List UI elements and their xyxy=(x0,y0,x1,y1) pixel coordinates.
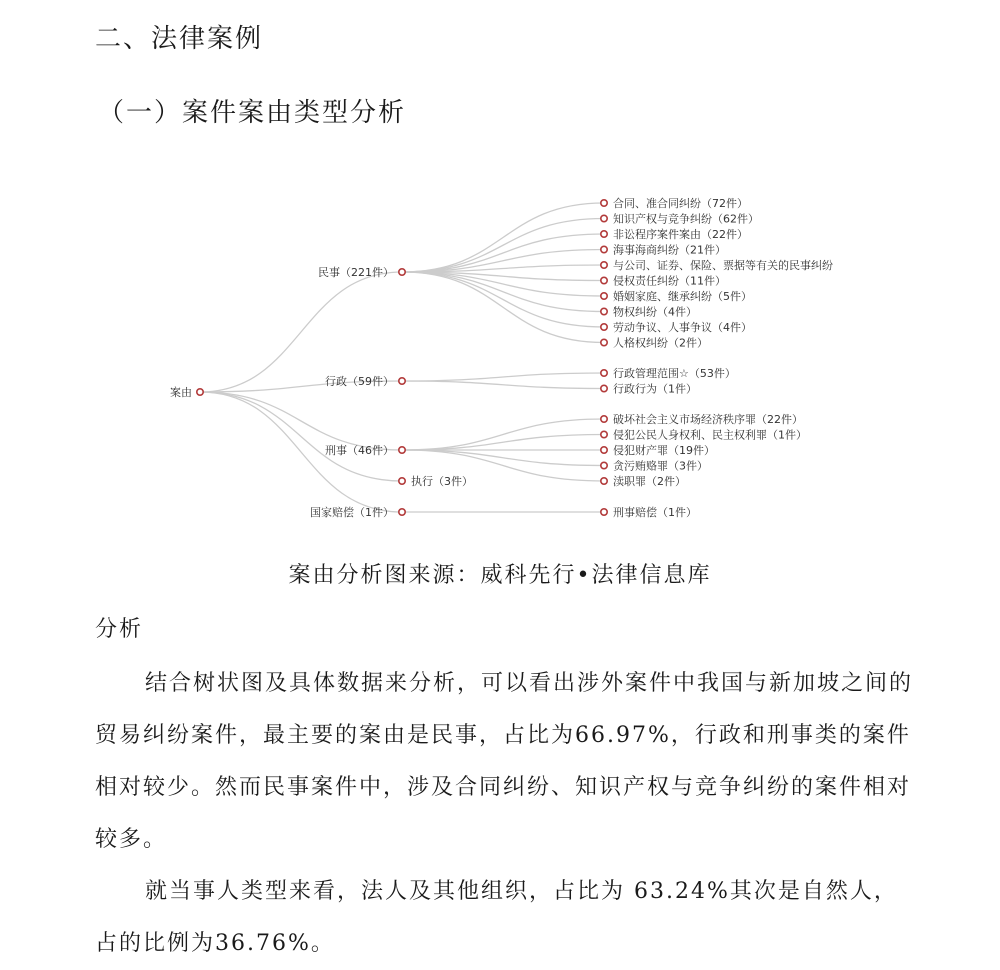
tree-link xyxy=(402,203,604,272)
tree-node-dot xyxy=(601,462,607,468)
tree-category-label: 执行（3件） xyxy=(411,475,473,488)
tree-leaf-label: 渎职罪（2件） xyxy=(613,475,686,488)
tree-link xyxy=(402,435,604,451)
figure-caption: 案由分析图来源：威科先行•法律信息库 xyxy=(288,563,712,588)
tree-node-dot xyxy=(601,293,607,299)
tree-leaf-label: 行政管理范围☆（53件） xyxy=(613,367,736,380)
tree-leaf-label: 物权纠纷（4件） xyxy=(613,305,697,319)
tree-node-dot xyxy=(601,215,607,221)
tree-category-label: 行政（59件） xyxy=(325,375,394,388)
tree-root-label: 案由 xyxy=(170,386,192,399)
tree-leaf-label: 海事海商纠纷（21件） xyxy=(613,243,726,257)
tree-leaf-label: 侵权责任纠纷（11件） xyxy=(613,274,726,288)
tree-node-dot xyxy=(601,324,607,330)
tree-link xyxy=(402,219,604,273)
tree-leaf-label: 知识产权与竞争纠纷（62件） xyxy=(613,212,759,226)
tree-link xyxy=(200,392,402,450)
tree-leaf-label: 合同、准合同纠纷（72件） xyxy=(613,197,748,210)
tree-link xyxy=(200,392,402,481)
analysis-paragraph-1: 结合树状图及具体数据来分析，可以看出涉外案件中我国与新加坡之间的贸易纠纷案件，最主要的案由是民事，占比为66.97%，行政和刑事类的案件相对较少。然而民事案件中，涉及合同纠纷、知识产权与竞争纠纷的案件相对较多。 xyxy=(95,671,914,852)
tree-node-dot xyxy=(601,200,607,206)
tree-leaf-label: 婚姻家庭、继承纠纷（5件） xyxy=(613,290,752,303)
analysis-title: 分析 xyxy=(95,617,144,642)
tree-node-dot xyxy=(399,447,405,453)
tree-category-label: 刑事（46件） xyxy=(325,444,394,457)
tree-leaf-label: 行政行为（1件） xyxy=(613,382,697,396)
tree-node-dot xyxy=(601,246,607,252)
tree-link xyxy=(402,272,604,312)
tree-link xyxy=(402,450,604,466)
tree-node-dot xyxy=(601,370,607,376)
tree-node-dot xyxy=(601,231,607,237)
section-heading: 二、法律案例 xyxy=(95,24,264,54)
tree-node-dot xyxy=(601,277,607,283)
tree-node-dot xyxy=(601,416,607,422)
tree-link xyxy=(200,272,402,392)
tree-leaf-label: 刑事赔偿（1件） xyxy=(613,506,697,519)
tree-leaf-label: 劳动争议、人事争议（4件） xyxy=(613,321,752,334)
tree-leaf-label: 破坏社会主义市场经济秩序罪（22件） xyxy=(613,413,803,426)
tree-node-dot xyxy=(197,389,203,395)
tree-link xyxy=(402,381,604,389)
tree-leaf-label: 与公司、证券、保险、票据等有关的民事纠纷 xyxy=(613,259,833,272)
tree-leaf-label: 贪污贿赂罪（3件） xyxy=(613,459,708,473)
tree-node-dot xyxy=(601,478,607,484)
tree-node-dot xyxy=(601,447,607,453)
case-cause-tree-diagram xyxy=(0,180,1000,540)
tree-node-dot xyxy=(601,431,607,437)
tree-node-dot xyxy=(399,478,405,484)
subsection-heading: （一）案件案由类型分析 xyxy=(98,98,407,128)
tree-node-dot xyxy=(399,269,405,275)
tree-leaf-label: 非讼程序案件案由（22件） xyxy=(613,228,748,241)
tree-node-dot xyxy=(601,308,607,314)
tree-node-dot xyxy=(601,509,607,515)
tree-link xyxy=(402,272,604,343)
tree-node-dot xyxy=(601,262,607,268)
analysis-paragraph-2: 就当事人类型来看，法人及其他组织，占比为 63.24%其次是自然人，占的比例为36.76%。 xyxy=(95,879,898,956)
tree-link xyxy=(402,373,604,381)
tree-node-dot xyxy=(601,339,607,345)
tree-leaf-label: 人格权纠纷（2件） xyxy=(613,336,708,350)
tree-node-dot xyxy=(399,509,405,515)
tree-leaf-label: 侵犯公民人身权利、民主权利罪（1件） xyxy=(613,428,807,442)
tree-node-dot xyxy=(399,378,405,384)
tree-category-label: 民事（221件） xyxy=(318,266,394,279)
tree-node-dot xyxy=(601,385,607,391)
tree-leaf-label: 侵犯财产罪（19件） xyxy=(613,444,715,457)
tree-category-label: 国家赔偿（1件） xyxy=(310,506,394,519)
tree-link xyxy=(402,234,604,272)
